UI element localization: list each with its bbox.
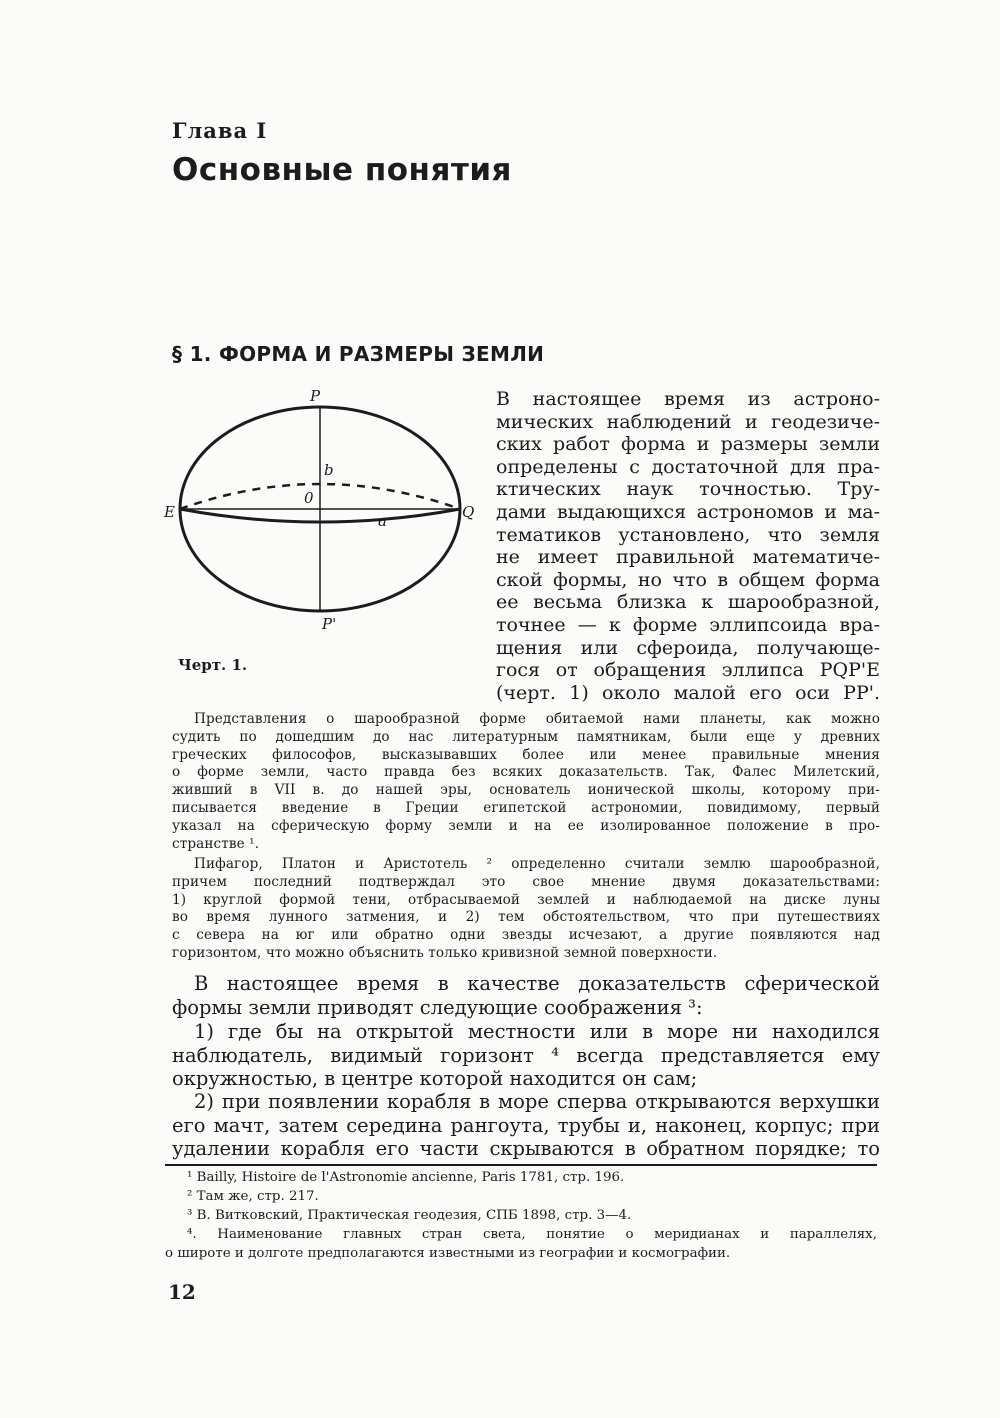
text-line: гося от обращения эллипса PQP'E <box>496 659 880 682</box>
text-line: В настоящее время из астроно- <box>496 388 880 410</box>
text-line: щения или сфероида, получающе- <box>496 636 880 659</box>
text-line: точнее — к форме эллипсоида вра- <box>496 613 880 636</box>
text-line: В настоящее время в качестве доказательств сферической <box>194 972 880 995</box>
page-number: 12 <box>168 1280 196 1304</box>
text-line: указал на сферическую форму земли и на ее изолированное положение в про- <box>172 817 880 834</box>
text-line: Представления о шарообразной форме обитаемой нами планеты, как можно <box>194 711 880 727</box>
text-line: живший в VII в. до нашей эры, основатель ионической школы, которому при- <box>172 782 880 799</box>
text-line: ктических наук точностью. Тру- <box>496 478 880 501</box>
ellipsoid-diagram <box>160 383 480 645</box>
text-line: дами выдающихся астрономов и ма- <box>496 500 880 523</box>
text-line: (черт. 1) около малой его оси PP'. <box>496 681 880 704</box>
text-line: мических наблюдений и геодезиче- <box>496 410 880 433</box>
footnotes <box>165 1168 877 1263</box>
footnote: ³ В. Витковский, Практическая геодезия, СПБ 1898, стр. 3—4. <box>187 1208 632 1223</box>
label-center: 0 <box>304 489 314 507</box>
text-line: греческих философов, высказывавших более или менее правильные мнения <box>172 746 880 763</box>
small-paragraph-2 <box>172 856 880 963</box>
large-paragraph-3 <box>172 1090 880 1161</box>
ellipsoid-figure <box>160 383 480 645</box>
large-paragraph-2 <box>172 1020 880 1091</box>
large-paragraph-1 <box>172 972 880 1019</box>
text-line: во время лунного затмения, и 2) тем обстоятельством, что при путешествиях <box>172 909 880 926</box>
label-pole-south: P' <box>322 615 337 633</box>
text-line: судить по дошедшим до нас литературным памятникам, были еще у древних <box>172 728 880 745</box>
chapter-title: Основные понятия <box>172 152 512 188</box>
text-line: тематиков установлено, что земля <box>496 523 880 546</box>
text-line: с севера на юг или обратно одни звезды исчезают, а другие появляются над <box>172 927 880 944</box>
text-line: не имеет правильной математиче- <box>496 546 880 569</box>
figure-caption: Черт. 1. <box>178 656 248 674</box>
label-point-q: Q <box>462 503 475 521</box>
section-title: § 1. ФОРМА И РАЗМЕРЫ ЗЕМЛИ <box>172 342 545 366</box>
chapter-label: Глава I <box>172 118 268 143</box>
text-line: определены с достаточной для пра- <box>496 455 880 478</box>
text-line: окружностью, в центре которой находится он сам; <box>172 1067 698 1091</box>
text-line: 1) круглой формой тени, отбрасываемой землей и наблюдаемой на диске луны <box>172 891 880 908</box>
footnote: ² Там же, стр. 217. <box>187 1189 319 1204</box>
label-pole-north: P <box>310 387 321 405</box>
small-paragraph-1 <box>172 711 880 853</box>
footnote: ⁴. Наименование главных стран света, понятие о меридианах и параллелях, <box>187 1227 877 1242</box>
text-line: странстве ¹. <box>172 835 260 852</box>
text-line: наблюдатель, видимый горизонт ⁴ всегда представляется ему <box>172 1043 880 1067</box>
text-line: 1) где бы на открытой местности или в море ни находился <box>194 1020 880 1043</box>
label-semi-minor: b <box>324 461 334 479</box>
label-point-e: E <box>164 503 175 521</box>
text-line: ской формы, но что в общем форма <box>496 568 880 591</box>
text-line: 2) при появлении корабля в море сперва открываются верхушки <box>194 1090 880 1113</box>
text-line: Пифагор, Платон и Аристотель ² определенно считали землю шарообразной, <box>194 856 880 872</box>
text-line: формы земли приводят следующие соображения ³: <box>172 995 703 1019</box>
text-line: писывается введение в Греции египетской астрономии, повидимому, первый <box>172 799 880 816</box>
footnote: о широте и долготе предполагаются известными из географии и космографии. <box>165 1246 731 1261</box>
intro-paragraph <box>496 388 880 704</box>
text-line: причем последний подтверждал это свое мнение двумя доказательствами: <box>172 873 880 890</box>
text-line: о форме земли, часто правда без всяких доказательств. Так, Фалес Милетский, <box>172 764 880 781</box>
footnote: ¹ Bailly, Histoire de l'Astronomie ancienne, Paris 1781, стр. 196. <box>187 1170 625 1185</box>
text-line: его мачт, затем середина рангоута, трубы и, наконец, корпус; при <box>172 1113 880 1137</box>
text-line: удалении корабля его части скрываются в обратном порядке; то <box>172 1137 880 1161</box>
text-line: ских работ форма и размеры земли <box>496 433 880 456</box>
text-line: ее весьма близка к шарообразной, <box>496 591 880 614</box>
text-line: горизонтом, что можно объяснить только кривизной земной поверхности. <box>172 944 718 961</box>
label-semi-major: a <box>378 512 387 530</box>
footnote-divider <box>165 1164 877 1166</box>
